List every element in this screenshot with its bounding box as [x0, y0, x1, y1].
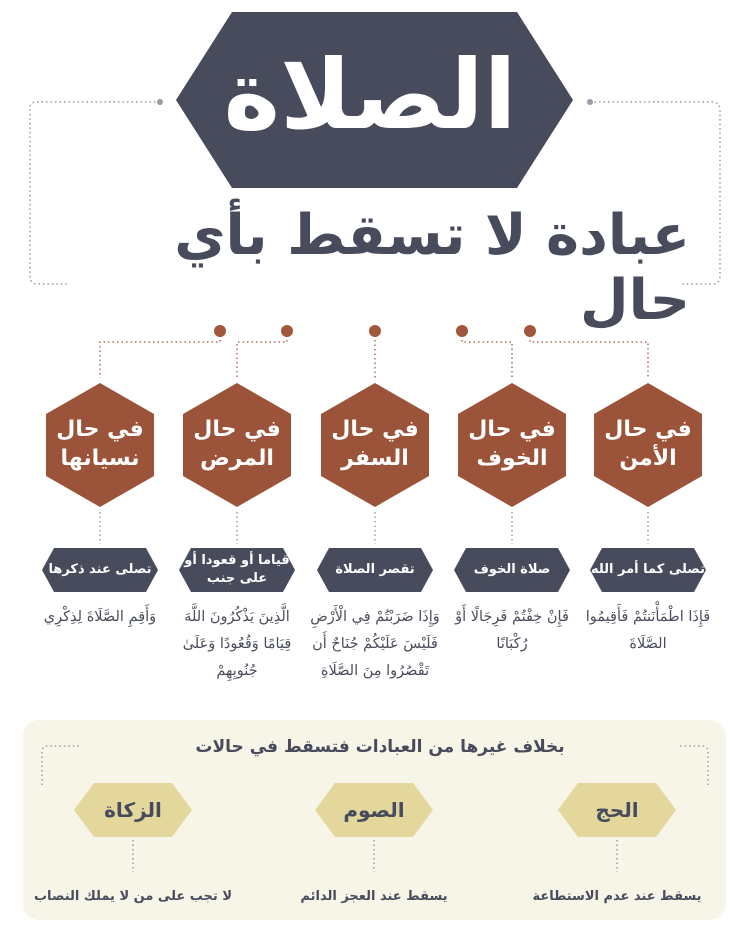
- verse-forgetting: وَأَقِمِ الصَّلَاةَ لِذِكْرِي: [43, 609, 157, 625]
- worship-note-fasting: يسقط عند العجز الدائم: [300, 888, 448, 904]
- case-label-illness: في حال المرض: [193, 417, 281, 471]
- worship-label-zakat: الزكاة: [104, 798, 162, 822]
- ruling-security: تصلى كما أمر الله: [590, 562, 705, 578]
- page-subtitle: عبادة لا تسقط بأي حال: [174, 203, 690, 333]
- other-worships-heading-text: بخلاف غيرها من العبادات فتسقط في حالات: [187, 737, 572, 757]
- verse-illness: الَّذِينَ يَذْكُرُونَ اللَّهَ قِيَامًا وَقُعُودًا وَعَلَىٰ جُنُوبِهِمْ: [182, 609, 292, 679]
- ruling-forgetting: تصلى عند ذكرها: [48, 562, 152, 578]
- ruling-fear: صلاة الخوف: [473, 562, 551, 578]
- worship-label-hajj: الحج: [595, 798, 639, 822]
- verse-security: فَإِذَا اطْمَأْنَنتُمْ فَأَقِيمُوا الصَّلَاةَ: [585, 609, 711, 652]
- worship-note-zakat: لا تجب على من لا يملك النصاب: [33, 888, 233, 904]
- worship-note-hajj: يسقط عند عدم الاستطاعة: [532, 888, 702, 904]
- worship-label-fasting: الصوم: [343, 798, 405, 822]
- ruling-illness: قياما أو قعودا أو على جنب: [184, 553, 290, 586]
- verse-travel: وَإِذَا ضَرَبْتُمْ فِي الْأَرْضِ فَلَيْسَ عَلَيْكُمْ جُنَاحٌ أَن تَقْصُرُوا مِنَ الصَّلَاةِ: [310, 609, 440, 679]
- other-worships-heading: [80, 730, 680, 764]
- page-title: الصلاة: [223, 39, 517, 151]
- ruling-travel: تقصر الصلاة: [335, 562, 415, 578]
- case-label-travel: في حال السفر: [331, 417, 419, 471]
- case-label-fear: في حال الخوف: [468, 417, 556, 471]
- case-label-security: في حال الأمن: [604, 417, 692, 471]
- verse-fear: فَإِنْ خِفْتُمْ فَرِجَالًا أَوْ رُكْبَانًا: [455, 609, 569, 652]
- case-label-forgetting: في حال نسيانها: [56, 417, 144, 471]
